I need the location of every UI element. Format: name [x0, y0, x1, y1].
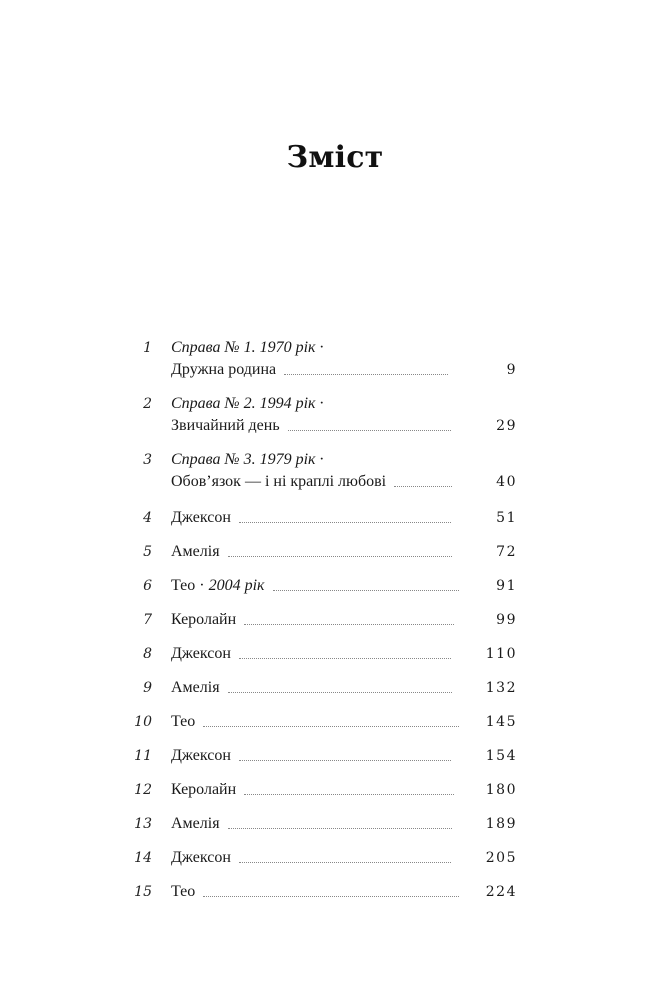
- toc-entry[interactable]: [0, 778, 670, 802]
- chapter-number: 7: [143, 612, 152, 628]
- page-number: 91: [496, 578, 517, 594]
- toc-row: [171, 710, 517, 734]
- toc-row: [171, 574, 517, 598]
- toc-row: [171, 778, 517, 802]
- chapter-title: Амелія: [171, 543, 220, 560]
- case-heading: Справа № 2. 1994 рік ·: [171, 395, 324, 412]
- chapter-number: 9: [143, 680, 152, 696]
- toc-row: [171, 744, 517, 768]
- toc-entry[interactable]: [0, 744, 670, 768]
- toc-entry[interactable]: [0, 880, 670, 904]
- chapter-title: Керолайн: [171, 781, 237, 798]
- toc-entry[interactable]: [0, 448, 670, 496]
- dot-leader: [288, 429, 451, 431]
- toc-row: [171, 880, 517, 904]
- chapter-title: [171, 574, 265, 598]
- dot-leader: [244, 623, 454, 625]
- page-number: 180: [485, 782, 517, 798]
- toc-entry[interactable]: [0, 574, 670, 598]
- toc-row: [171, 812, 517, 836]
- toc-row: [171, 470, 517, 494]
- chapter-number: 1: [143, 340, 152, 356]
- toc-entry[interactable]: [0, 642, 670, 666]
- page-number: 110: [485, 646, 517, 662]
- toc-entry[interactable]: [0, 676, 670, 700]
- dot-leader: [273, 589, 459, 591]
- chapter-title: Дружна родина: [171, 361, 277, 378]
- dot-leader: [228, 827, 452, 829]
- chapter-title: Амелія: [171, 679, 220, 696]
- dot-leader: [228, 691, 452, 693]
- chapter-title: Амелія: [171, 815, 220, 832]
- page-number: 205: [485, 850, 517, 866]
- dot-leader: [203, 725, 459, 727]
- chapter-year: 2004 рік: [208, 577, 265, 594]
- page-number: 189: [485, 816, 517, 832]
- chapter-number: 13: [134, 816, 152, 832]
- chapter-title: Керолайн: [171, 611, 237, 628]
- page-title: Зміст: [286, 140, 384, 175]
- page-number: 99: [496, 612, 517, 628]
- chapter-number: 11: [134, 748, 152, 764]
- toc-entry[interactable]: [0, 710, 670, 734]
- toc-row: [171, 608, 517, 632]
- chapter-title: Тео: [171, 713, 196, 730]
- dot-leader: [239, 759, 451, 761]
- toc-row: [171, 676, 517, 700]
- toc-entry[interactable]: [0, 846, 670, 870]
- toc-entry[interactable]: [0, 392, 670, 440]
- dot-leader: [284, 373, 448, 375]
- toc-row: [171, 506, 517, 530]
- dot-leader: [239, 861, 451, 863]
- dot-leader: [228, 555, 452, 557]
- toc-row: [171, 414, 517, 438]
- page-number: 72: [496, 544, 517, 560]
- chapter-number: 10: [134, 714, 152, 730]
- page-number: 224: [485, 884, 517, 900]
- toc-row: [171, 540, 517, 564]
- dot-leader: [203, 895, 459, 897]
- page-number: 9: [506, 362, 517, 378]
- chapter-number: 3: [143, 452, 152, 468]
- chapter-number: 14: [134, 850, 152, 866]
- case-heading: Справа № 3. 1979 рік ·: [171, 451, 324, 468]
- toc-entry[interactable]: [0, 336, 670, 384]
- dot-leader: [394, 485, 452, 487]
- chapter-title: Джексон: [171, 509, 231, 526]
- chapter-number: 15: [134, 884, 152, 900]
- chapter-number: 8: [143, 646, 152, 662]
- chapter-title: Звичайний день: [171, 417, 280, 434]
- chapter-number: 6: [143, 578, 152, 594]
- page-number: 51: [496, 510, 517, 526]
- toc-entry[interactable]: [0, 506, 670, 530]
- toc-row: [171, 358, 517, 382]
- chapter-title: Джексон: [171, 747, 231, 764]
- toc-entry[interactable]: [0, 812, 670, 836]
- chapter-title: Обов’язок — і ні краплі любові: [171, 473, 387, 490]
- chapter-title: Джексон: [171, 849, 231, 866]
- dot-leader: [244, 793, 454, 795]
- page-number: 145: [485, 714, 517, 730]
- dot-leader: [239, 657, 451, 659]
- chapter-number: 5: [143, 544, 152, 560]
- toc-row: [171, 846, 517, 870]
- page-number: 132: [485, 680, 517, 696]
- toc-entry[interactable]: [0, 608, 670, 632]
- chapter-number: 4: [143, 510, 152, 526]
- page-number: 154: [485, 748, 517, 764]
- chapter-title: Джексон: [171, 645, 231, 662]
- toc-row: [171, 642, 517, 666]
- dot-leader: [239, 521, 451, 523]
- chapter-title: Тео: [171, 883, 196, 900]
- chapter-number: 12: [134, 782, 152, 798]
- toc-entry[interactable]: [0, 540, 670, 564]
- chapter-number: 2: [143, 396, 152, 412]
- page-number: 29: [496, 418, 517, 434]
- case-heading: Справа № 1. 1970 рік ·: [171, 339, 324, 356]
- page-number: 40: [496, 474, 517, 490]
- chapter-title-text: Тео ·: [171, 577, 209, 594]
